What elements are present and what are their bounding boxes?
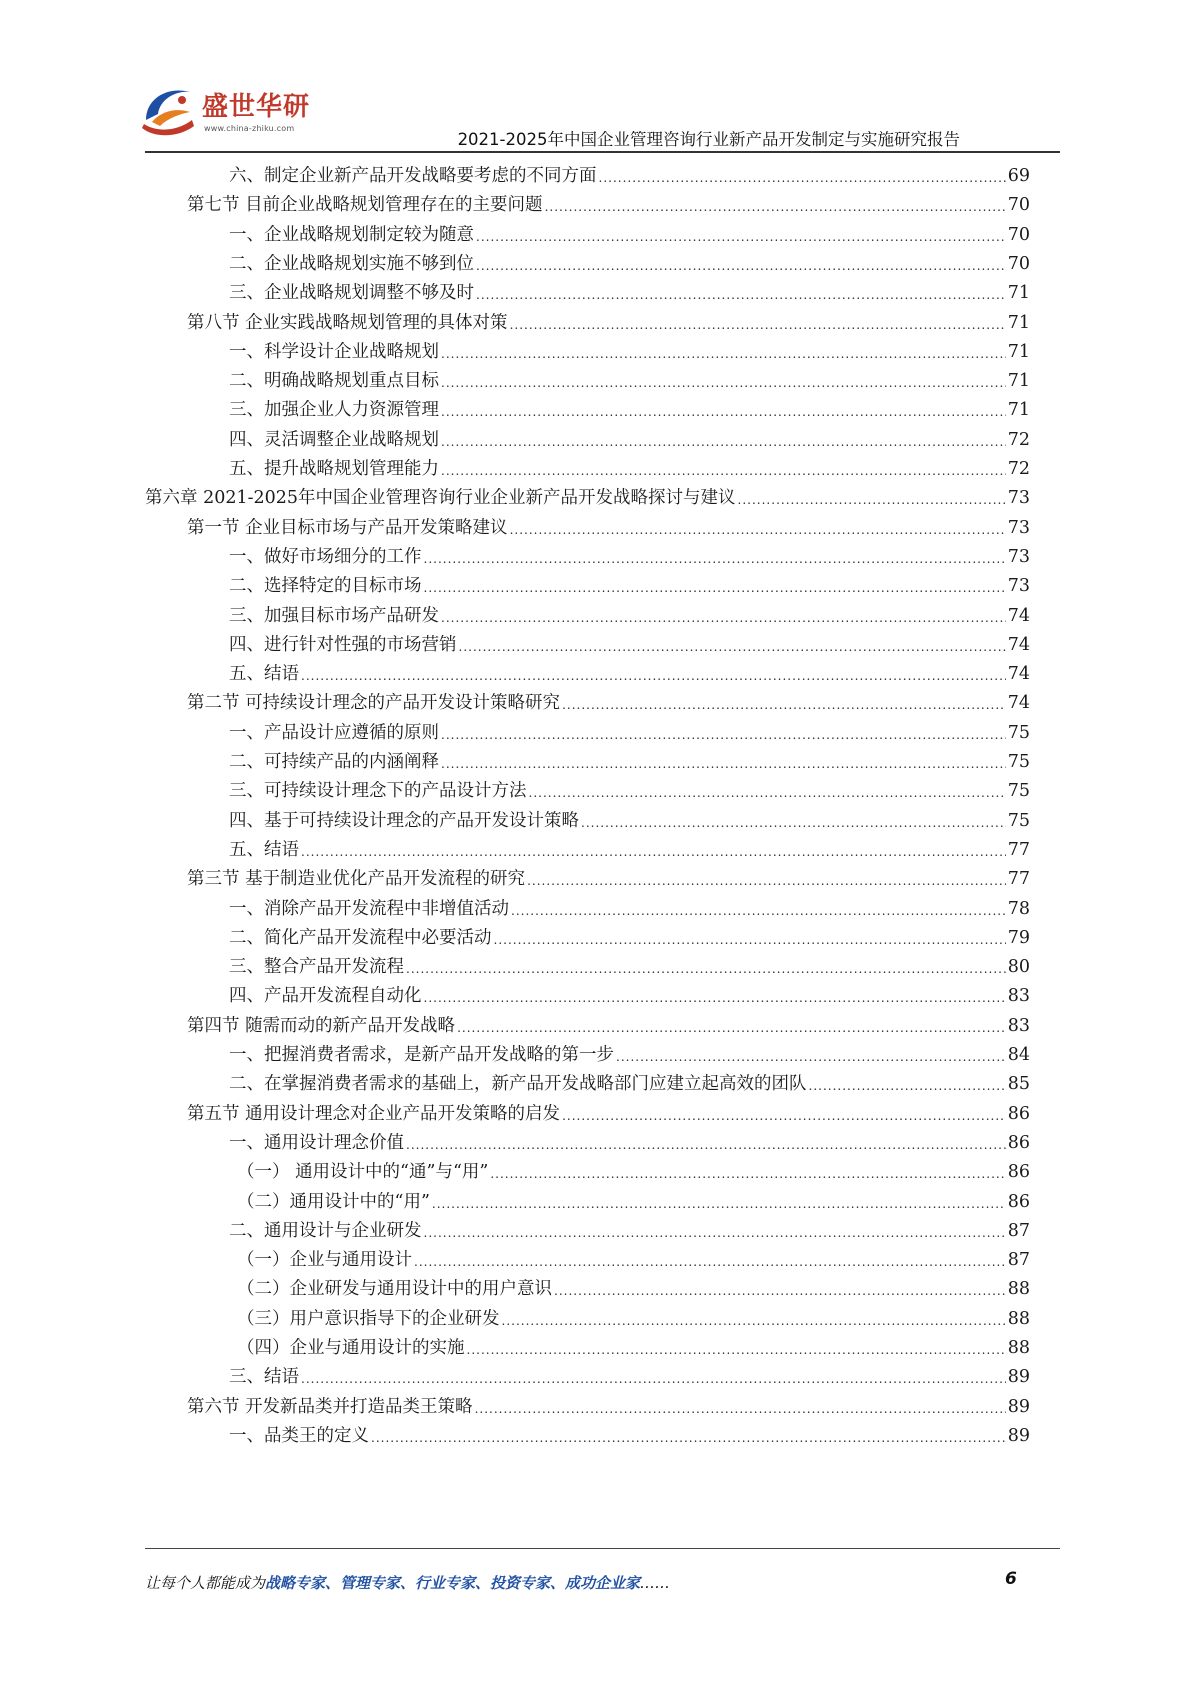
toc-entry[interactable] (145, 480, 1030, 509)
toc-dot-leader (510, 521, 1006, 539)
toc-entry[interactable] (229, 744, 1030, 773)
toc-dot-leader (527, 872, 1006, 890)
toc-entry-title: （三）用户意识指导下的企业研发 (237, 1308, 500, 1329)
toc-entry[interactable] (187, 1389, 1030, 1418)
toc-entry-page: 88 (1007, 1279, 1030, 1300)
logo-url: www.china-zhiku.com (204, 124, 295, 133)
toc-entry[interactable] (187, 685, 1030, 714)
toc-entry[interactable] (229, 334, 1030, 363)
toc-entry[interactable] (187, 1096, 1030, 1125)
toc-dot-leader (738, 491, 1006, 509)
toc-entry-title: 二、简化产品开发流程中必要活动 (229, 927, 492, 948)
toc-entry-page: 86 (1007, 1132, 1030, 1153)
toc-entry[interactable] (229, 363, 1030, 392)
toc-entry[interactable] (229, 1213, 1030, 1242)
toc-entry[interactable] (187, 861, 1030, 890)
toc-entry-title: 五、结语 (229, 839, 299, 860)
toc-entry[interactable] (237, 1154, 1030, 1183)
toc-entry-title: （四）企业与通用设计的实施 (237, 1338, 465, 1358)
toc-entry-page: 89 (1007, 1367, 1030, 1388)
toc-entry[interactable] (229, 627, 1030, 656)
toc-entry-title: 一、产品设计应遵循的原则 (229, 722, 439, 743)
toc-entry-page: 72 (1007, 459, 1030, 479)
toc-entry-page: 88 (1007, 1308, 1030, 1329)
toc-dot-leader (510, 316, 1006, 334)
toc-entry-page: 77 (1007, 869, 1030, 890)
toc-entry-page: 74 (1007, 605, 1030, 626)
toc-entry-title: 二、在掌握消费者需求的基础上，新产品开发战略部门应建立起高效的团队 (229, 1074, 807, 1095)
toc-entry-page: 89 (1007, 1425, 1030, 1446)
toc-entry-page: 70 (1007, 195, 1030, 216)
toc-entry[interactable] (229, 598, 1030, 627)
toc-entry-title: 二、明确战略规划重点目标 (229, 371, 439, 392)
toc-entry[interactable] (237, 1242, 1030, 1271)
toc-entry-page: 80 (1007, 957, 1030, 978)
toc-entry[interactable] (229, 1359, 1030, 1388)
toc-entry-page: 71 (1007, 312, 1030, 333)
toc-dot-leader (599, 169, 1006, 187)
toc-entry[interactable] (229, 1418, 1030, 1447)
toc-entry[interactable] (229, 803, 1030, 832)
toc-dot-leader (502, 1312, 1006, 1330)
toc-entry-title: 三、企业战略规划调整不够及时 (229, 283, 474, 304)
toc-dot-leader (441, 433, 1006, 451)
toc-dot-leader (441, 345, 1006, 363)
report-title: 2021-2025年中国企业管理咨询行业新产品开发制定与实施研究报告 (457, 130, 960, 149)
toc-entry-page: 83 (1007, 986, 1030, 1007)
toc-dot-leader (562, 1107, 1006, 1125)
toc-entry[interactable] (229, 1125, 1030, 1154)
toc-dot-leader (529, 784, 1006, 802)
toc-entry-title: 四、基于可持续设计理念的产品开发设计策略 (229, 810, 579, 831)
toc-entry-title: 二、可持续产品的内涵阐释 (229, 752, 439, 772)
toc-entry[interactable] (229, 392, 1030, 421)
toc-entry[interactable] (229, 715, 1030, 744)
toc-entry-title: 四、进行针对性强的市场营销 (229, 634, 457, 655)
toc-entry-title: 三、整合产品开发流程 (229, 957, 404, 978)
footer-slogan-suffix: …… (640, 1574, 671, 1592)
toc-entry-title: 三、可持续设计理念下的产品设计方法 (229, 781, 527, 802)
toc-entry-title: 二、通用设计与企业研发 (229, 1220, 422, 1241)
toc-entry-page: 87 (1007, 1220, 1030, 1241)
toc-entry[interactable] (229, 1066, 1030, 1095)
toc-dot-leader (476, 257, 1006, 275)
toc-entry-page: 86 (1007, 1162, 1030, 1183)
toc-entry[interactable] (229, 978, 1030, 1007)
logo-name: 盛世华研 (202, 92, 311, 122)
toc-entry-page: 77 (1007, 839, 1030, 860)
toc-entry-title: 第五节 通用设计理念对企业产品开发策略的启发 (187, 1103, 561, 1124)
toc-dot-leader (301, 667, 1006, 685)
toc-dot-leader (441, 403, 1006, 421)
toc-entry-title: 一、消除产品开发流程中非增值活动 (229, 898, 509, 919)
toc-entry[interactable] (229, 832, 1030, 861)
toc-entry-title: （一）企业与通用设计 (237, 1250, 412, 1271)
toc-entry-title: 六、制定企业新产品开发战略要考虑的不同方面 (229, 166, 597, 186)
toc-entry-page: 71 (1007, 283, 1030, 304)
page-number: 6 (1005, 1569, 1017, 1589)
toc-dot-leader (562, 696, 1006, 714)
toc-dot-leader (441, 374, 1006, 392)
toc-entry-page: 78 (1007, 898, 1030, 919)
toc-entry-title: 一、做好市场细分的工作 (229, 546, 422, 567)
toc-entry-title: 第二节 可持续设计理念的产品开发设计策略研究 (187, 693, 561, 714)
toc-entry-page: 73 (1007, 488, 1030, 509)
toc-entry-page: 70 (1007, 253, 1030, 274)
toc-dot-leader (809, 1077, 1006, 1095)
toc-entry[interactable] (229, 275, 1030, 304)
toc-entry-page: 86 (1007, 1103, 1030, 1124)
toc-entry-title: 二、企业战略规划实施不够到位 (229, 253, 474, 274)
toc-entry-page: 74 (1007, 664, 1030, 685)
toc-dot-leader (301, 1370, 1006, 1388)
toc-entry[interactable] (229, 568, 1030, 597)
toc-entry-page: 73 (1007, 517, 1030, 538)
toc-dot-leader (476, 228, 1006, 246)
toc-dot-leader (476, 286, 1006, 304)
toc-dot-leader (441, 755, 1006, 773)
toc-entry[interactable] (229, 451, 1030, 480)
toc-entry[interactable] (237, 1330, 1030, 1359)
footer-divider (145, 1548, 1060, 1549)
toc-entry-page: 89 (1007, 1396, 1030, 1417)
toc-dot-leader (441, 726, 1006, 744)
toc-dot-leader (414, 1253, 1006, 1271)
toc-entry[interactable] (229, 920, 1030, 949)
toc-entry-page: 85 (1007, 1074, 1030, 1095)
toc-entry-page: 84 (1007, 1045, 1030, 1065)
toc-entry[interactable] (237, 1184, 1030, 1213)
toc-entry-page: 70 (1007, 224, 1030, 245)
toc-entry[interactable] (187, 187, 1030, 216)
toc-dot-leader (406, 960, 1006, 978)
toc-entry-title: （一） 通用设计中的“通”与“用” (237, 1162, 489, 1183)
toc-entry-title: 第四节 随需而动的新产品开发战略 (187, 1015, 456, 1036)
toc-entry[interactable] (237, 1301, 1030, 1330)
toc-entry[interactable] (229, 1037, 1030, 1066)
toc-dot-leader (554, 1282, 1006, 1300)
toc-entry-title: 一、通用设计理念价值 (229, 1132, 404, 1153)
toc-entry-page: 86 (1007, 1191, 1030, 1212)
toc-entry-title: 一、把握消费者需求，是新产品开发战略的第一步 (229, 1045, 614, 1065)
toc-entry-page: 69 (1007, 166, 1030, 186)
toc-entry[interactable] (229, 158, 1030, 187)
toc-entry-page: 75 (1007, 810, 1030, 831)
footer-slogan-highlight: 战略专家、管理专家、行业专家、投资专家、成功企业家 (265, 1574, 641, 1592)
toc-entry-page: 74 (1007, 634, 1030, 655)
toc-entry-page: 71 (1007, 341, 1030, 362)
toc-dot-leader (459, 638, 1006, 656)
toc-dot-leader (511, 902, 1006, 920)
toc-entry[interactable] (229, 539, 1030, 568)
toc-entry-title: 一、品类王的定义 (229, 1425, 369, 1446)
toc-dot-leader (616, 1048, 1006, 1066)
toc-entry[interactable] (229, 217, 1030, 246)
toc-entry-page: 74 (1007, 693, 1030, 714)
toc-entry-page: 73 (1007, 576, 1030, 597)
toc-entry[interactable] (187, 305, 1030, 334)
toc-dot-leader (406, 1136, 1006, 1154)
toc-entry-title: 四、产品开发流程自动化 (229, 986, 422, 1007)
toc-entry-page: 88 (1007, 1338, 1030, 1358)
toc-entry-title: 三、加强企业人力资源管理 (229, 400, 439, 421)
toc-entry[interactable] (229, 891, 1030, 920)
toc-dot-leader (301, 843, 1006, 861)
toc-entry-title: 三、加强目标市场产品研发 (229, 605, 439, 626)
toc-dot-leader (581, 814, 1006, 832)
toc-entry-title: 三、结语 (229, 1367, 299, 1388)
toc-dot-leader (424, 579, 1006, 597)
toc-entry-page: 79 (1007, 927, 1030, 948)
toc-entry-page: 75 (1007, 722, 1030, 743)
toc-dot-leader (457, 1019, 1006, 1037)
toc-entry-title: 一、企业战略规划制定较为随意 (229, 224, 474, 245)
toc-entry-page: 75 (1007, 752, 1030, 772)
footer-slogan (145, 1572, 670, 1593)
toc-entry[interactable] (187, 510, 1030, 539)
toc-entry[interactable] (229, 246, 1030, 275)
header-divider (145, 151, 1060, 153)
toc-entry-page: 71 (1007, 400, 1030, 421)
toc-entry-page: 83 (1007, 1015, 1030, 1036)
toc-entry-title: 第三节 基于制造业优化产品开发流程的研究 (187, 869, 526, 890)
toc-dot-leader (432, 1195, 1006, 1213)
toc-entry-title: 一、科学设计企业战略规划 (229, 341, 439, 362)
toc-entry-page: 72 (1007, 429, 1030, 450)
toc-entry-title: 第一节 企业目标市场与产品开发策略建议 (187, 517, 508, 538)
toc-dot-leader (441, 609, 1006, 627)
toc-entry-title: 四、灵活调整企业战略规划 (229, 429, 439, 450)
toc-entry[interactable] (229, 773, 1030, 802)
toc-entry-title: 第六节 开发新品类并打造品类王策略 (187, 1396, 473, 1417)
toc-dot-leader (545, 198, 1006, 216)
toc-entry-page: 87 (1007, 1250, 1030, 1271)
toc-entry[interactable] (229, 422, 1030, 451)
toc-dot-leader (467, 1341, 1006, 1359)
toc-entry[interactable] (187, 1008, 1030, 1037)
toc-entry-title: 第七节 目前企业战略规划管理存在的主要问题 (187, 195, 543, 216)
toc-dot-leader (424, 989, 1006, 1007)
toc-entry-title: （二）企业研发与通用设计中的用户意识 (237, 1279, 552, 1300)
toc-dot-leader (494, 931, 1006, 949)
toc-entry-page: 71 (1007, 371, 1030, 392)
toc-dot-leader (371, 1429, 1006, 1447)
toc-dot-leader (424, 550, 1006, 568)
footer-slogan-prefix: 让每个人都能成为 (145, 1574, 266, 1592)
toc-entry[interactable] (229, 949, 1030, 978)
toc-entry-title: （二）通用设计中的“用” (237, 1191, 430, 1212)
toc-entry-title: 五、提升战略规划管理能力 (229, 459, 439, 479)
toc-entry-title: 第六章 2021-2025年中国企业管理咨询行业企业新产品开发战略探讨与建议 (145, 488, 736, 509)
toc-dot-leader (424, 1224, 1006, 1242)
toc-entry-page: 73 (1007, 546, 1030, 567)
toc-dot-leader (475, 1400, 1006, 1418)
page-header (0, 0, 1191, 150)
toc-entry-page: 75 (1007, 781, 1030, 802)
toc-entry-title: 二、选择特定的目标市场 (229, 576, 422, 597)
toc-entry-title: 第八节 企业实践战略规划管理的具体对策 (187, 312, 508, 333)
toc-entry[interactable] (229, 656, 1030, 685)
toc-entry-title: 五、结语 (229, 664, 299, 685)
toc-dot-leader (441, 462, 1006, 480)
toc-entry[interactable] (237, 1271, 1030, 1300)
toc-dot-leader (490, 1165, 1005, 1183)
